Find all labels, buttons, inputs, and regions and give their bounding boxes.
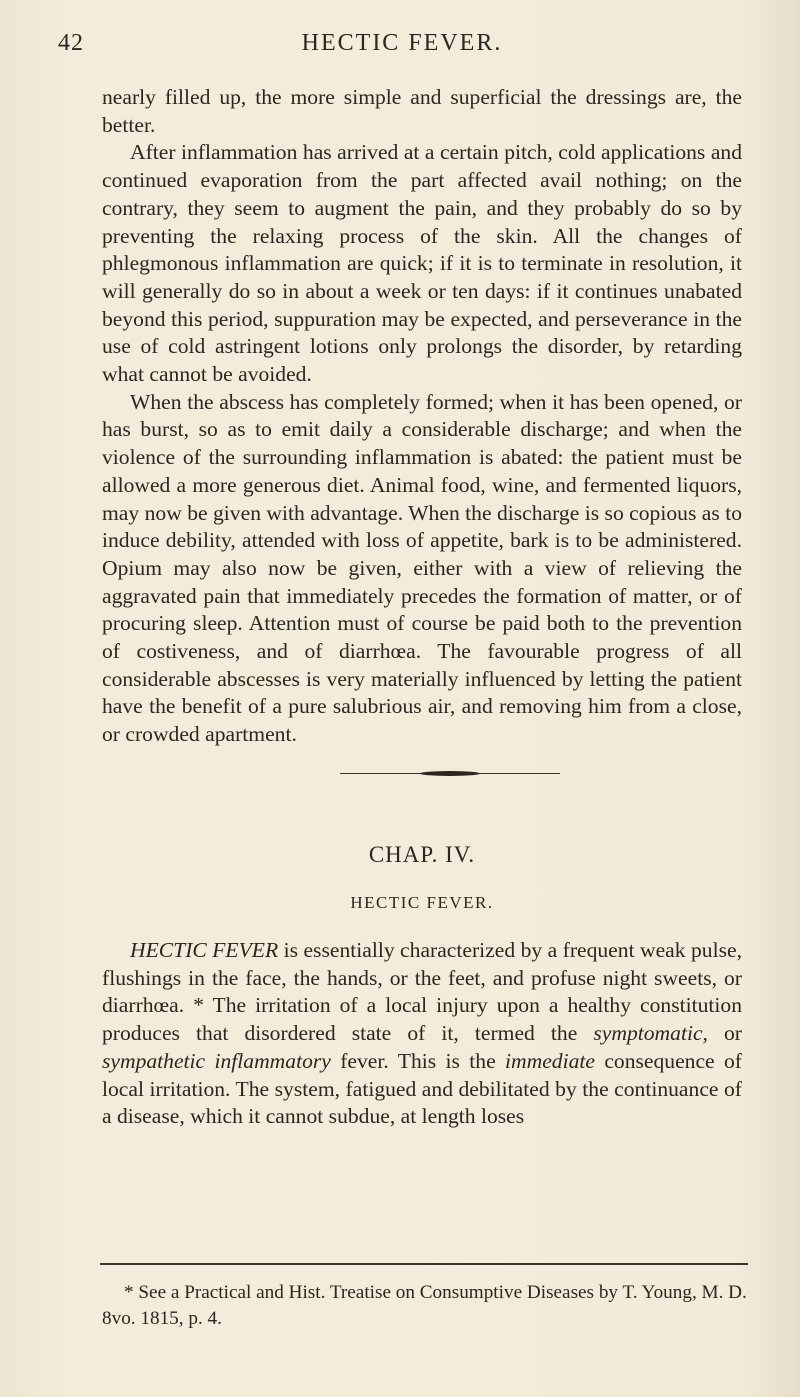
ornamental-rule xyxy=(340,771,560,777)
paragraph-abscess: When the abscess has completely formed; when it has been opened, or has burst, so as to emit daily a considerable discharge; and when the violence of the surrounding inflammation is abated: the patient must be allowed a more generous diet. Animal food, wine, and fermented liquors, may now be given with advantage. When the discharge is so copious as to induce debility, attended with loss of appetite, bark is to be administered. Opium may also now be given, either with a view of relieving the aggravated pain that immediately precedes the formation of matter, or of procuring sleep. Attention must of course be paid both to the prevention of costiveness, and of diarrhœa. The favourable progress of all considerable abscesses is very materially influenced by letting the patient have the benefit of a pure salubrious air, and removing him from a close, or crowded apartment. xyxy=(102,389,742,747)
text-segment: is essentially characterized by a frequent weak pulse, flushings in the face, the hands, or the feet, and profuse night sweets, or diarrhœa. * The irritation of a local injury upon a healthy constitution produces that disordered state of it, termed the xyxy=(102,938,742,1046)
body-text-bottom xyxy=(102,937,742,1131)
page-number: 42 xyxy=(58,30,84,56)
running-head xyxy=(58,30,746,60)
chapter-title: HECTIC FEVER. xyxy=(350,893,494,912)
running-title: HECTIC FEVER. xyxy=(301,30,503,56)
footnote-rule xyxy=(100,1263,748,1265)
lead-term: HECTIC FEVER xyxy=(130,938,279,962)
ornament-swell xyxy=(420,771,480,776)
paragraph-cold-applications: After inflammation has arrived at a certain pitch, cold applications and continued evaporation from the part affected avail nothing; on the contrary, they seem to augment the pain, and they probably do so by preventing the relaxing process of the skin. All the changes of phlegmonous inflammation are quick; if it is to terminate in resolution, it will generally do so in about a week or ten days: if it continues unabated beyond this period, suppuration may be expected, and perseverance in the use of cold astringent lotions only prolongs the disorder, by retarding what cannot be avoided. xyxy=(102,140,742,387)
footnote xyxy=(102,1280,748,1332)
footnote-text: * See a Practical and Hist. Treatise on Consumptive Diseases by T. Young, M. D. 8vo. 1815, p. 4. xyxy=(102,1282,747,1329)
body-text-top xyxy=(102,84,742,749)
text-segment: consequence of local irritation. The system, fatigued and debilitated by the continuance of a disease, which it cannot subdue, at length loses xyxy=(102,1048,742,1129)
emphasis-sympathetic: sympathetic inflammatory xyxy=(102,1048,331,1073)
paragraph-continuation: nearly filled up, the more simple and superficial the dressings are, the better. xyxy=(102,85,742,137)
emphasis-immediate: immediate xyxy=(505,1048,595,1073)
chapter-number: CHAP. IV. xyxy=(368,842,476,867)
emphasis-symptomatic: symptomatic xyxy=(593,1021,703,1046)
paragraph-hectic-fever xyxy=(102,937,742,1131)
text-segment: fever. This is the xyxy=(330,1048,506,1073)
text-segment: , or xyxy=(702,1021,742,1046)
